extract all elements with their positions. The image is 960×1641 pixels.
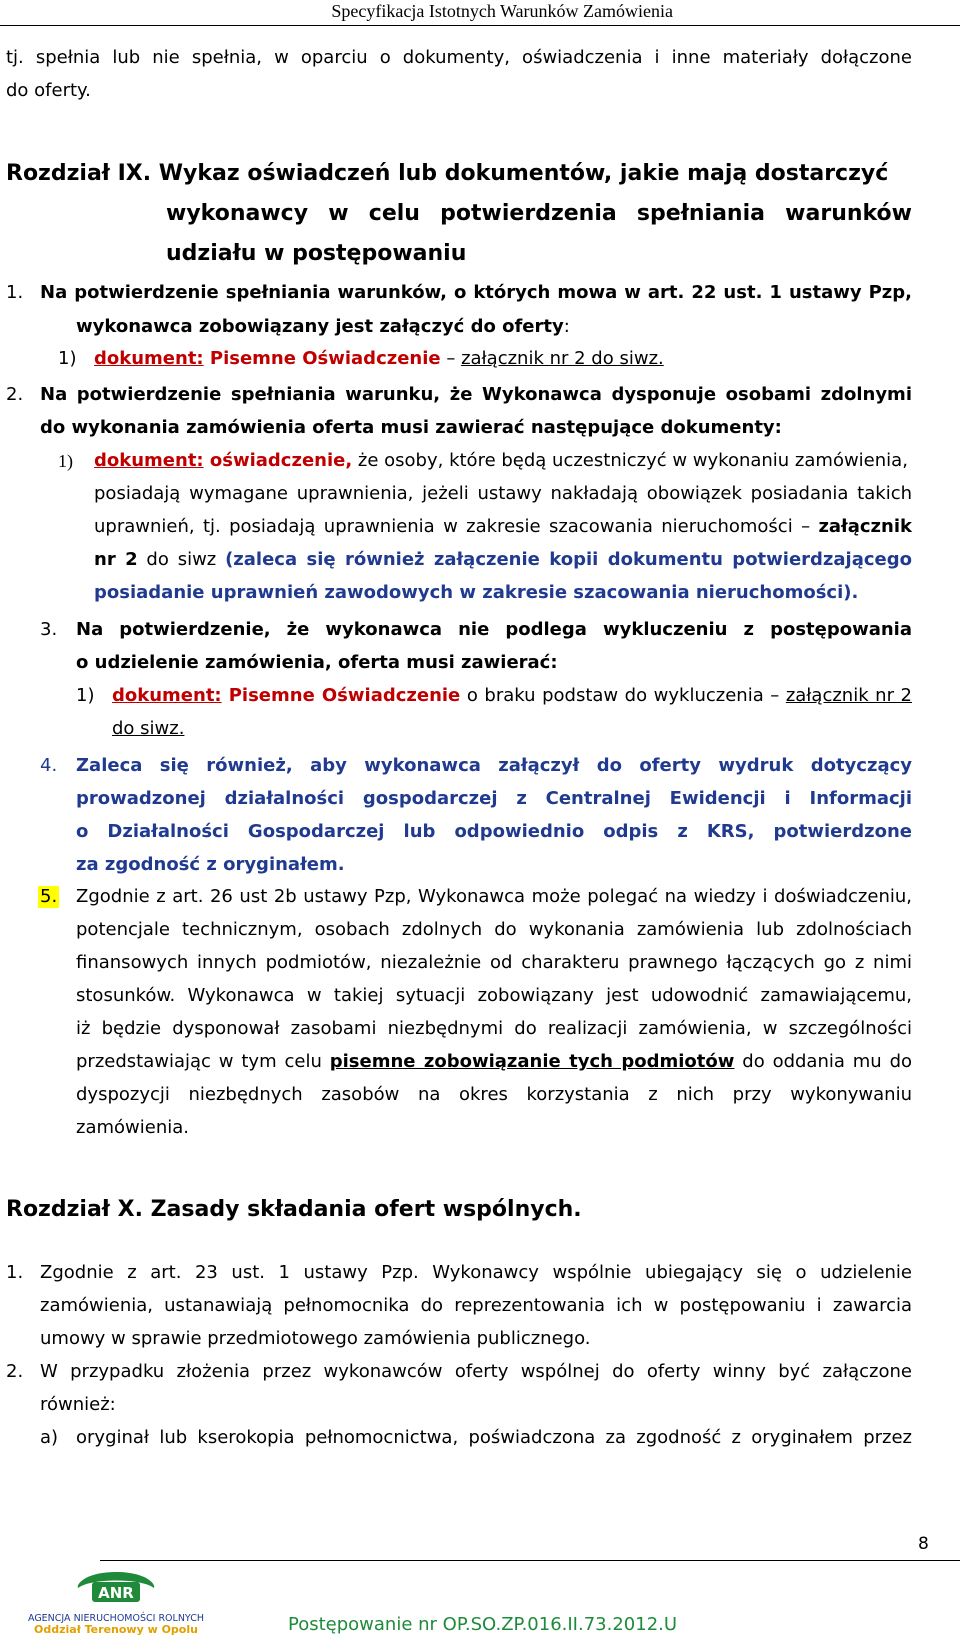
intro-line-1: tj. spełnia lub nie spełnia, w oparciu o dokumenty, oświadczenia i inne materiały dołączone — [6, 47, 912, 68]
item-1-sub-number: 1) — [58, 348, 77, 369]
item-2-number: 2. — [6, 384, 24, 405]
page-header — [0, 0, 960, 26]
chapter-9-heading-line-3: udziału w postępowaniu — [166, 241, 467, 266]
item-5-line-2: potencjale technicznym, osobach zdolnych do wykonania zamówienia lub zdolnościach — [76, 919, 912, 940]
item-1-line-2: wykonawca zobowiązany jest załączyć do oferty: — [76, 316, 570, 337]
item-5-line-7: dyspozycji niezbędnych zasobów na okres korzystania z nich przy wykonywaniu — [76, 1084, 912, 1105]
item-2-line-5: uprawnień, tj. posiadają uprawnienia w zakresie szacowania nieruchomości – załącznik — [94, 516, 912, 537]
chapter-9-heading-line-2: wykonawcy w celu potwierdzenia spełniania warunków — [166, 201, 912, 226]
item-4-line-4: za zgodność z oryginałem. — [76, 854, 345, 875]
item-1-document: dokument: Pisemne Oświadczenie – załącznik nr 2 do siwz. — [94, 348, 664, 369]
footer-divider — [100, 1560, 960, 1561]
item-3-line-4: do siwz. — [112, 718, 185, 739]
item-3-line-1: Na potwierdzenie, że wykonawca nie podlega wykluczeniu z postępowania — [76, 619, 912, 640]
item-5-line-8: zamówienia. — [76, 1117, 189, 1138]
item-5-number: 5. — [40, 886, 58, 907]
item-4-line-3: o Działalności Gospodarczej lub odpowiednio odpis z KRS, potwierdzone — [76, 821, 912, 842]
chapter-10-heading: Rozdział X. Zasady składania ofert wspólnych. — [6, 1197, 582, 1222]
logo-agency-name: AGENCJA NIERUCHOMOŚCI ROLNYCH — [27, 1613, 205, 1624]
document-title: oświadczenie, — [203, 450, 353, 471]
item-3-sub-number: 1) — [76, 685, 95, 706]
chapter-9-heading-line-1: Rozdział IX. Wykaz oświadczeń lub dokumentów, jakie mają dostarczyć — [6, 161, 889, 186]
item-5-line-4: stosunków. Wykonawca w takiej sytuacji zobowiązany jest udowodnić zamawiającemu, — [76, 985, 912, 1006]
chapter-10-item-a-line-1: oryginał lub kserokopia pełnomocnictwa, poświadczona za zgodność z oryginałem przez — [76, 1427, 912, 1448]
item-2-line-6: nr 2 do siwz (zaleca się również załączenie kopii dokumentu potwierdzającego — [94, 549, 913, 570]
logo-text: ANR — [98, 1584, 134, 1602]
item-5-line-5: iż będzie dysponował zasobami niezbędnymi do realizacji zamówienia, w szczególności — [76, 1018, 912, 1039]
chapter-10-item-1-number: 1. — [6, 1262, 24, 1283]
item-4-line-1: Zaleca się również, aby wykonawca załączył do oferty wydruk dotyczący — [76, 755, 912, 776]
item-5-line-1: Zgodnie z art. 26 ust 2b ustawy Pzp, Wykonawca może polegać na wiedzy i doświadczeniu, — [76, 886, 912, 907]
item-2-line-1: Na potwierdzenie spełniania warunku, że Wykonawca dysponuje osobami zdolnymi — [40, 384, 912, 405]
attachment-reference: załącznik nr 2 — [785, 685, 912, 706]
item-3-number: 3. — [40, 619, 58, 640]
chapter-10-item-1-line-2: zamówienia, ustanawiają pełnomocnika do reprezentowania ich w postępowaniu i zawarcia — [40, 1295, 912, 1316]
item-1-line-1: Na potwierdzenie spełniania warunków, o których mowa w art. 22 ust. 1 ustawy Pzp, — [40, 282, 912, 303]
document-label: dokument: — [94, 348, 204, 369]
header-title: Specyfikacja Istotnych Warunków Zamówienia — [331, 1, 673, 21]
procedure-reference: Postępowanie nr OP.SO.ZP.016.II.73.2012.U — [288, 1614, 678, 1635]
item-3-line-2: o udzielenie zamówienia, oferta musi zawierać: — [76, 652, 558, 673]
chapter-10-item-2-line-2: również: — [40, 1394, 116, 1415]
chapter-10-item-1-line-1: Zgodnie z art. 23 ust. 1 ustawy Pzp. Wykonawcy wspólnie ubiegający się o udzielenie — [40, 1262, 912, 1283]
document-title: Pisemne Oświadczenie — [203, 348, 441, 369]
document-label: dokument: — [94, 450, 204, 471]
item-5-line-6: przedstawiając w tym celu pisemne zobowiązanie tych podmiotów do oddania mu do — [76, 1051, 913, 1072]
document-title: Pisemne Oświadczenie — [221, 685, 461, 706]
document-label: dokument: — [112, 685, 222, 706]
chapter-10-item-2-line-1: W przypadku złożenia przez wykonawców oferty wspólnej do oferty winny być załączone — [40, 1361, 912, 1382]
item-1-number: 1. — [6, 282, 24, 303]
item-2-line-2: do wykonania zamówienia oferta musi zawierać następujące dokumenty: — [40, 417, 782, 438]
chapter-10-item-1-line-3: umowy w sprawie przedmiotowego zamówienia publicznego. — [40, 1328, 591, 1349]
chapter-10-item-a-letter: a) — [40, 1427, 59, 1448]
item-2-sub-number: 1) — [58, 451, 73, 471]
item-4-line-2: prowadzonej działalności gospodarczej z Centralnej Ewidencji i Informacji — [76, 788, 912, 809]
item-3-document: dokument: Pisemne Oświadczenie o braku podstaw do wykluczenia – załącznik nr 2 — [112, 685, 912, 706]
item-2-line-4: posiadają wymagane uprawnienia, jeżeli ustawy nakładają obowiązek posiadania takich — [94, 483, 912, 504]
item-5-line-3: finansowych innych podmiotów, niezależnie od charakteru prawnego łączących go z nimi — [76, 952, 912, 973]
item-2-document: dokument: oświadczenie, że osoby, które będą uczestniczyć w wykonaniu zamówienia, — [94, 450, 908, 471]
anr-logo — [16, 1568, 216, 1638]
page-number: 8 — [918, 1534, 929, 1554]
logo-branch-name: Oddział Terenowy w Opolu — [34, 1623, 198, 1636]
intro-line-2: do oferty. — [6, 80, 91, 101]
attachment-reference: załącznik nr 2 do siwz. — [461, 348, 664, 369]
item-2-line-7: posiadanie uprawnień zawodowych w zakresie szacowania nieruchomości). — [94, 582, 859, 603]
chapter-10-item-2-number: 2. — [6, 1361, 24, 1382]
item-4-number: 4. — [40, 755, 58, 776]
